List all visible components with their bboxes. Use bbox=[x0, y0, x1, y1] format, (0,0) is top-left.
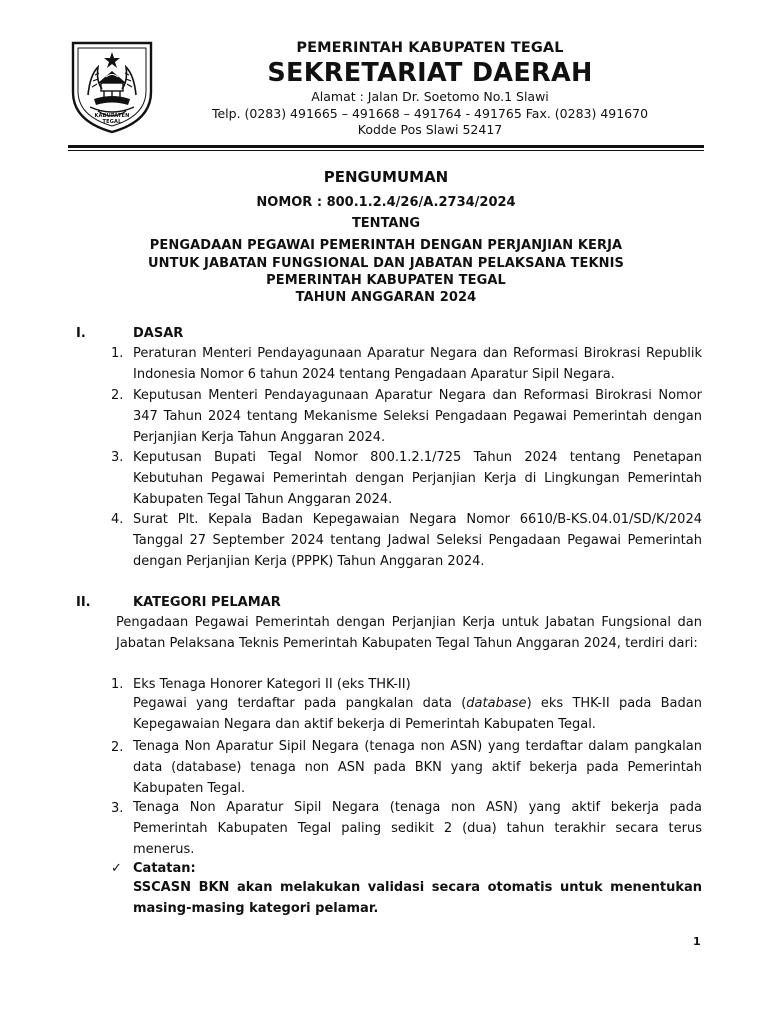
page-number: 1 bbox=[693, 935, 701, 948]
desc-italic-term: database bbox=[466, 696, 527, 711]
logo-caption: KABUPATEN TEGAL bbox=[94, 113, 130, 125]
list-item-text: Tenaga Non Aparatur Sipil Negara (tenaga non ASN) yang terdaftar dalam pangkalan data (database) tenaga non ASN pada BKN yang aktif bekerja pada Pemerintah Kabupaten Tegal. bbox=[133, 739, 702, 796]
announcement-about: TENTANG bbox=[351, 216, 421, 231]
section-heading-kategori-pelamar: KATEGORI PELAMAR bbox=[133, 595, 281, 610]
list-item-title: Eks Tenaga Honorer Kategori II (eks THK-II) bbox=[133, 677, 411, 692]
note-text: SSCASN BKN akan melakukan validasi secara otomatis untuk menentukan masing-masing kategori pelamar. bbox=[133, 880, 702, 916]
section-number: I. bbox=[76, 326, 86, 341]
subject-line: PENGADAAN PEGAWAI PEMERINTAH DENGAN PERJANJIAN KERJA bbox=[149, 238, 623, 253]
list-item-text: Surat Plt. Kepala Badan Kepegawaian Negara Nomor 6610/B-KS.04.01/SD/K/2024 Tanggal 27 September 2024 tentang Jadwal Seleksi Pengadaan Pegawai Pemerintah dengan Perjanjian Kerja (PPPK) Tahun Anggaran 2024. bbox=[133, 512, 702, 569]
office-postal-code: Kodde Pos Slawi 52417 bbox=[357, 122, 503, 137]
desc-text: ) eks THK-II pada Badan bbox=[526, 696, 702, 711]
list-item-number: 4. bbox=[111, 512, 124, 527]
list-item-number: 2. bbox=[111, 388, 124, 403]
list-item-text: Peraturan Menteri Pendayagunaan Aparatur Negara dan Reformasi Birokrasi Republik Indonesia Nomor 6 tahun 2024 tentang Pengadaan Aparatur Sipil Negara. bbox=[133, 346, 702, 382]
letterhead-rule-thin bbox=[68, 150, 704, 151]
list-item-number: 3. bbox=[111, 450, 124, 465]
list-item-number: 2. bbox=[111, 740, 124, 755]
letterhead-rule-thick bbox=[68, 145, 704, 148]
office-address: Alamat : Jalan Dr. Soetomo No.1 Slawi bbox=[311, 89, 549, 104]
office-name: SEKRETARIAT DAERAH bbox=[267, 58, 593, 88]
list-item-text: Keputusan Bupati Tegal Nomor 800.1.2.1/725 Tahun 2024 tentang Penetapan Kebutuhan Pegawai Pemerintah dengan Perjanjian Kerja di Lingkungan Pemerintah Kabupaten Tegal Tahun Anggaran 2024. bbox=[133, 450, 702, 507]
announcement-number: NOMOR : 800.1.2.4/26/A.2734/2024 bbox=[256, 195, 516, 210]
list-item-number: 1. bbox=[111, 677, 124, 692]
list-item-description-line: Kepegawaian Negara dan aktif bekerja di Pemerintah Kabupaten Tegal. bbox=[133, 717, 596, 732]
section-heading-dasar: DASAR bbox=[133, 326, 184, 341]
list-item-number: 1. bbox=[111, 346, 124, 361]
list-item-text: Tenaga Non Aparatur Sipil Negara (tenaga non ASN) yang aktif bekerja pada Pemerintah Kabupaten Tegal paling sedikit 2 (dua) tahun terakhir secara terus menerus. bbox=[133, 800, 702, 857]
section-intro-paragraph: Pengadaan Pegawai Pemerintah dengan Perjanjian Kerja untuk Jabatan Fungsional dan Jabatan Pelaksana Teknis Pemerintah Kabupaten Tegal Tahun Anggaran 2024, terdiri dari: bbox=[116, 615, 702, 651]
section-number: II. bbox=[76, 595, 91, 610]
office-phone-fax: Telp. (0283) 491665 – 491668 – 491764 - 491765 Fax. (0283) 491670 bbox=[211, 106, 649, 121]
list-item-text: Keputusan Menteri Pendayagunaan Aparatur Negara dan Reformasi Birokrasi Nomor 347 Tahun 2024 tentang Mekanisme Seleksi Pengadaan Pegawai Pemerintah dengan Perjanjian Kerja Tahun Anggaran 2024. bbox=[133, 388, 702, 445]
government-name: PEMERINTAH KABUPATEN TEGAL bbox=[296, 40, 564, 56]
list-item-number: 3. bbox=[111, 801, 124, 816]
subject-line: PEMERINTAH KABUPATEN TEGAL bbox=[266, 273, 506, 288]
checkmark-icon: ✓ bbox=[111, 861, 122, 876]
desc-text: Pegawai yang terdaftar pada pangkalan data ( bbox=[133, 696, 467, 711]
subject-line: TAHUN ANGGARAN 2024 bbox=[295, 290, 477, 305]
list-item-description bbox=[133, 694, 702, 715]
announcement-heading: PENGUMUMAN bbox=[323, 168, 449, 186]
subject-line: UNTUK JABATAN FUNGSIONAL DAN JABATAN PELAKSANA TEKNIS bbox=[148, 256, 624, 271]
note-label: Catatan: bbox=[133, 861, 196, 876]
